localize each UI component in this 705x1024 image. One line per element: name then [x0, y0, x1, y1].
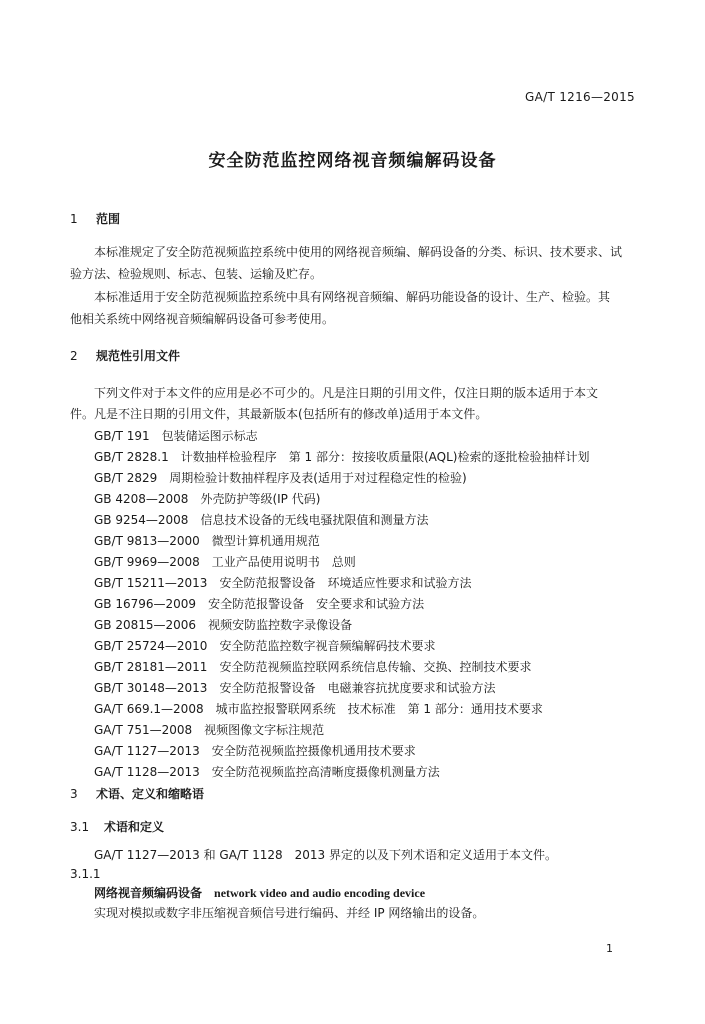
reference-item: [94, 470, 467, 486]
reference-title: 安全防范视频监控摄像机通用技术要求: [211, 744, 416, 758]
section-title: 术语、定义和缩略语: [96, 787, 205, 801]
reference-title: 周期检验计数抽样程序及表(适用于对过程稳定性的检验): [169, 471, 467, 485]
term-heading: [94, 885, 425, 901]
section-number: 3: [70, 787, 78, 801]
paragraph-line: 本标准适用于安全防范视频监控系统中具有网络视音频编、解码功能设备的设计、生产、检验。其: [94, 290, 611, 304]
reference-item: [94, 533, 320, 549]
reference-item: [94, 575, 471, 591]
reference-code: GA/T 1127—2013: [94, 744, 200, 758]
reference-code: GB/T 28181—2011: [94, 660, 208, 674]
reference-title: 信息技术设备的无线电骚扰限值和测量方法: [200, 513, 429, 527]
section-number: 1: [70, 212, 78, 226]
reference-code: GB 4208—2008: [94, 492, 189, 506]
reference-title: 微型计算机通用规范: [211, 534, 320, 548]
reference-title: 安全防范报警设备 电磁兼容抗扰度要求和试验方法: [219, 681, 496, 695]
reference-code: GB 9254—2008: [94, 513, 189, 527]
reference-code: GB/T 9813—2000: [94, 534, 200, 548]
paragraph-line: 下列文件对于本文件的应用是必不可少的。凡是注日期的引用文件，仅注日期的版本适用于本文: [94, 386, 599, 400]
reference-item: [94, 701, 543, 717]
reference-code: GA/T 751—2008: [94, 723, 193, 737]
reference-title: 安全防范视频监控联网系统信息传输、交换、控制技术要求: [219, 660, 532, 674]
reference-code: GB/T 2829: [94, 471, 158, 485]
section-number: 2: [70, 349, 78, 363]
reference-title: 安全防范视频监控高清晰度摄像机测量方法: [211, 765, 440, 779]
reference-title: 视频安防监控数字录像设备: [208, 618, 353, 632]
reference-code: GB 20815—2006: [94, 618, 197, 632]
section-1-heading: [70, 211, 120, 227]
reference-title: 城市监控报警联网系统 技术标准 第 1 部分：通用技术要求: [215, 702, 543, 716]
paragraph-line: GA/T 1127—2013 和 GA/T 1128 2013 界定的以及下列术语和定义适用于本文件。: [94, 848, 557, 862]
reference-item: [94, 617, 352, 633]
term-english: network video and audio encoding device: [214, 886, 426, 900]
reference-item: [94, 449, 589, 465]
term-definition: 实现对模拟或数字非压缩视音频信号进行编码、并经 IP 网络输出的设备。: [94, 906, 485, 920]
reference-title: 计数抽样检验程序 第 1 部分：按接收质量限(AQL)检索的逐批检验抽样计划: [180, 450, 590, 464]
reference-item: [94, 428, 258, 444]
reference-code: GB/T 2828.1: [94, 450, 169, 464]
paragraph-line: 他相关系统中网络视音频编解码设备可参考使用。: [70, 312, 335, 326]
subsection-heading: [70, 819, 164, 835]
reference-title: 安全防范监控数字视音频编解码技术要求: [219, 639, 436, 653]
section-3-heading: [70, 786, 204, 802]
reference-item: [94, 491, 320, 507]
section-title: 规范性引用文件: [96, 349, 181, 363]
document-title: 安全防范监控网络视音频编解码设备: [208, 151, 497, 171]
reference-title: 安全防范报警设备 安全要求和试验方法: [208, 597, 425, 611]
page-number: 1: [606, 942, 613, 955]
subsection-title: 术语和定义: [104, 820, 165, 834]
reference-code: GB/T 15211—2013: [94, 576, 208, 590]
reference-title: 视频图像文字标注规范: [204, 723, 325, 737]
reference-code: GB/T 30148—2013: [94, 681, 208, 695]
reference-code: GA/T 1128—2013: [94, 765, 200, 779]
reference-item: [94, 512, 428, 528]
section-2-heading: [70, 348, 180, 364]
reference-item: [94, 638, 435, 654]
reference-title: 工业产品使用说明书 总则: [211, 555, 356, 569]
reference-code: GB/T 191: [94, 429, 150, 443]
reference-item: [94, 554, 356, 570]
term-chinese: 网络视音频编码设备: [94, 886, 203, 900]
reference-code: GA/T 669.1—2008: [94, 702, 204, 716]
paragraph-line: 本标准规定了安全防范视频监控系统中使用的网络视音频编、解码设备的分类、标识、技术要求、试: [94, 245, 623, 259]
reference-title: 外壳防护等级(IP 代码): [200, 492, 321, 506]
reference-item: [94, 743, 416, 759]
section-title: 范围: [96, 212, 121, 226]
reference-item: [94, 722, 324, 738]
paragraph-line: 验方法、检验规则、标志、包装、运输及贮存。: [70, 267, 323, 281]
reference-title: 安全防范报警设备 环境适应性要求和试验方法: [219, 576, 472, 590]
reference-item: [94, 596, 424, 612]
reference-code: GB 16796—2009: [94, 597, 197, 611]
reference-item: [94, 680, 495, 696]
term-number: 3.1.1: [70, 867, 101, 881]
reference-item: [94, 659, 531, 675]
standard-code: GA/T 1216—2015: [525, 90, 635, 104]
paragraph-line: 件。凡是不注日期的引用文件，其最新版本(包括所有的修改单)适用于本文件。: [70, 407, 488, 421]
reference-code: GB/T 25724—2010: [94, 639, 208, 653]
reference-item: [94, 764, 440, 780]
subsection-number: 3.1: [70, 820, 90, 834]
reference-code: GB/T 9969—2008: [94, 555, 200, 569]
reference-title: 包装储运图示标志: [161, 429, 258, 443]
